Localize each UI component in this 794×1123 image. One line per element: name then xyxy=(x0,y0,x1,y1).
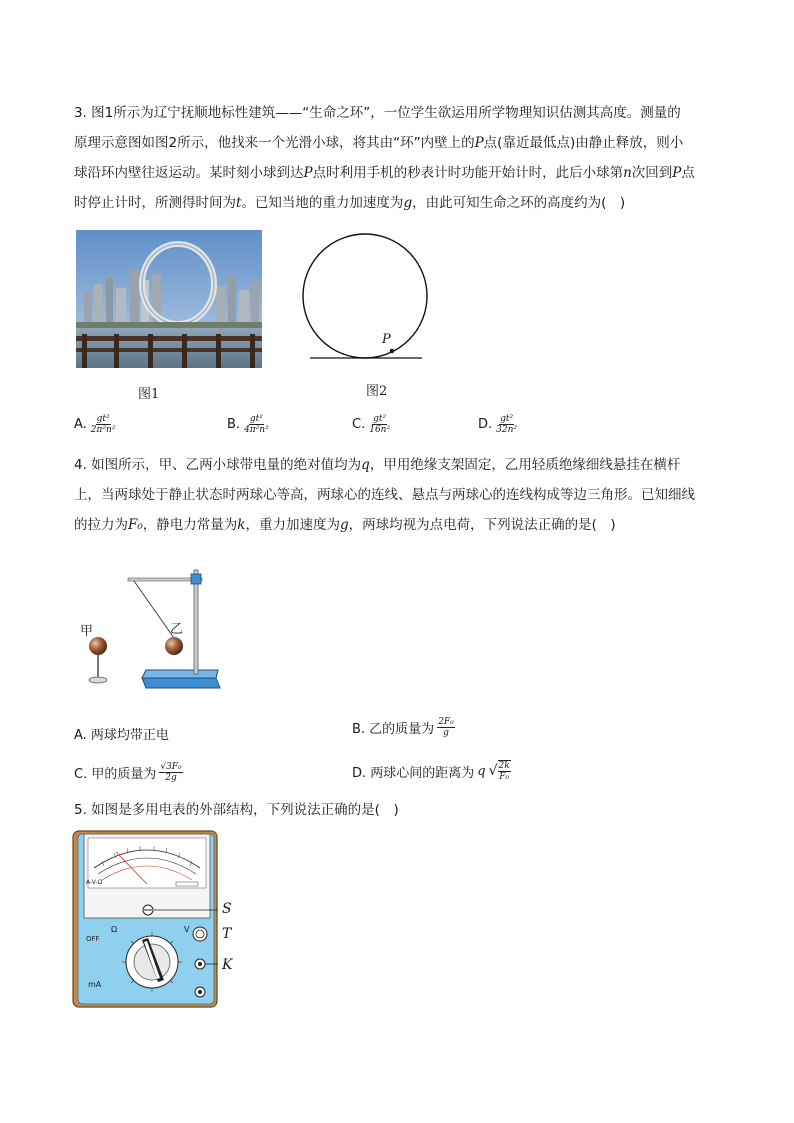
q4-option-d[interactable]: D. 两球心间的距离为 q √ $\frac{2k}{\text{F₀}}$ xyxy=(352,761,510,782)
dial-v-label: V xyxy=(184,925,190,934)
label-yi: 乙 xyxy=(170,622,184,637)
q4-figure xyxy=(76,566,226,696)
q3-option-b[interactable]: B. $\frac{\text{gt²}}{\text{4π²n²}}$ xyxy=(227,414,269,435)
figure2-diagram xyxy=(300,232,430,364)
meter-scale-label: A-V-Ω xyxy=(86,879,103,886)
label-jia: 甲 xyxy=(80,624,94,639)
figure1-caption: 图1 xyxy=(138,387,160,402)
q3-option-a[interactable]: A. $\frac{\text{gt²}}{\text{2π²n²}}$ xyxy=(74,414,116,435)
q4-line2: 上，当两球处于静止状态时两球心等高，两球心的连线、悬点与两球心的连线构成等边三角形。已知细线 xyxy=(74,487,695,503)
figure2-point-label: P xyxy=(382,332,391,347)
q3-option-d[interactable]: D. $\frac{\text{gt²}}{\text{32n²}}$ xyxy=(478,414,518,435)
q4-option-a[interactable]: A. 两球均带正电 xyxy=(74,728,169,743)
dial-ohm-label: Ω xyxy=(111,925,118,934)
label-t: T xyxy=(222,926,232,942)
q4-option-b[interactable]: B. 乙的质量为 $\frac{\text{2F₀}}{g}$ xyxy=(352,717,454,738)
q4-line3: 的拉力为F₀，静电力常量为k，重力加速度为g，两球均视为点电荷，下列说法正确的是( ) xyxy=(74,517,616,533)
ball-jia xyxy=(89,637,107,655)
label-k: K xyxy=(222,957,233,973)
q4-line1: 4. 如图所示，甲、乙两小球带电量的绝对值均为q，甲用绝缘支架固定，乙用轻质绝缘细线悬挂在横杆 xyxy=(74,457,681,473)
dial-off-label: OFF xyxy=(86,935,100,943)
point-p-marker xyxy=(390,349,394,353)
q5-line1: 5. 如图是多用电表的外部结构，下列说法正确的是( ) xyxy=(74,802,399,818)
label-s: S xyxy=(222,901,232,917)
figure1-photo xyxy=(76,230,262,368)
figure2-caption: 图2 xyxy=(366,384,388,399)
q3-line4: 时停止计时，所测得时间为t。已知当地的重力加速度为g，由此可知生命之环的高度约为( ) xyxy=(74,195,626,211)
dial-ma-label: mA xyxy=(88,980,102,989)
q3-line2: 原理示意图如图2所示，他找来一个光滑小球，将其由“环”内壁上的P点(靠近最低点)由静止释放，则小 xyxy=(74,135,684,151)
q4-option-c[interactable]: C. 甲的质量为 $\frac{\text{√3F₀}}{2g}$ xyxy=(74,762,182,783)
q3-option-c[interactable]: C. $\frac{\text{gt²}}{\text{16n²}}$ xyxy=(352,414,391,435)
ball-yi xyxy=(165,637,183,655)
q3-line1: 3. 图1所示为辽宁抚顺地标性建筑——“生命之环”，一位学生欲运用所学物理知识估测其高度。测量的 xyxy=(74,105,681,121)
q3-line3: 球沿环内壁往返运动。某时刻小球到达P点时利用手机的秒表计时功能开始计时，此后小球第n次回到P点 xyxy=(74,165,695,181)
